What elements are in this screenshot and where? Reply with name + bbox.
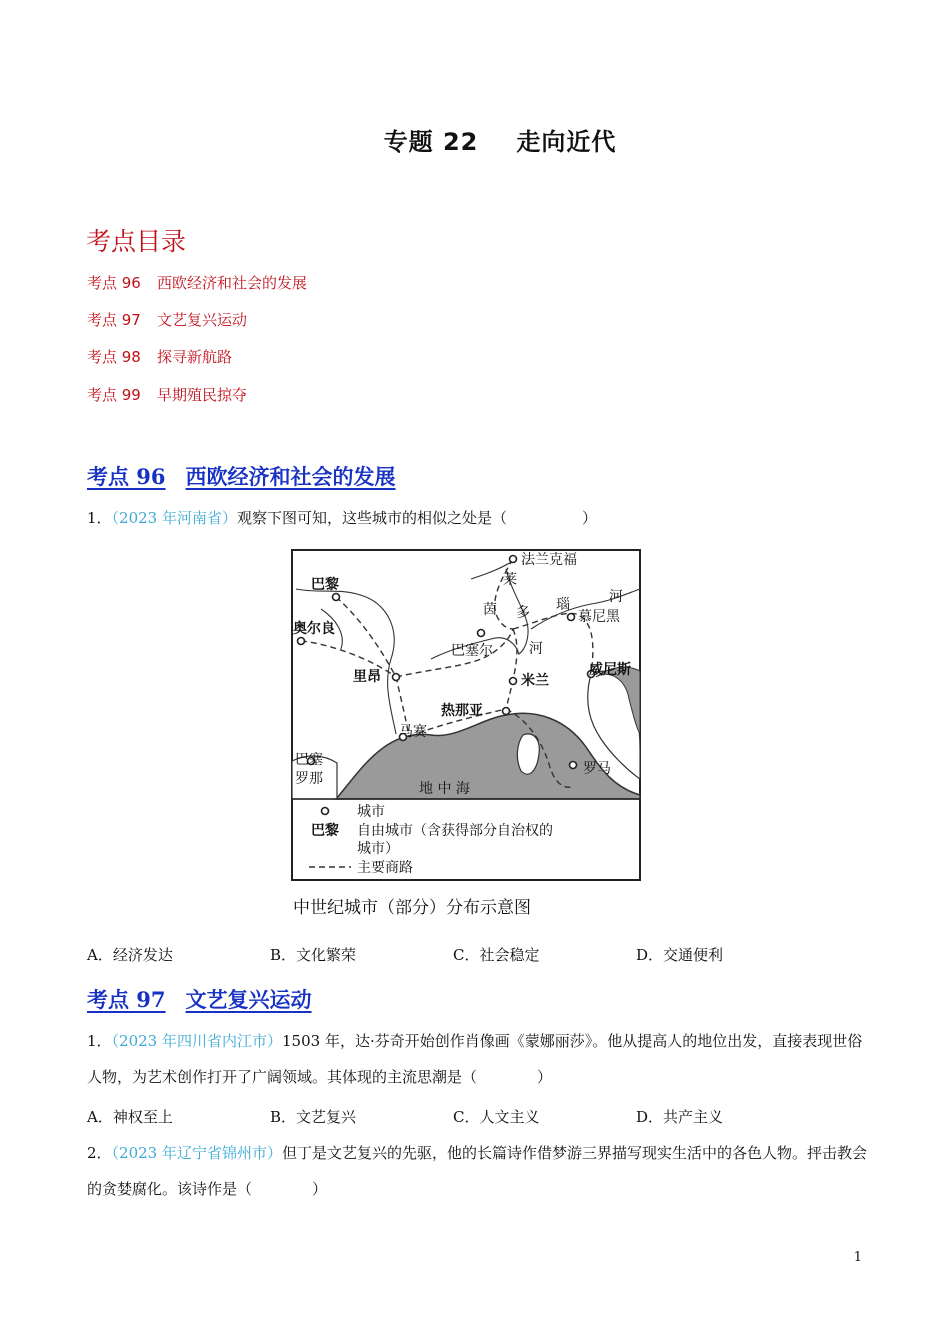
city-label: 马赛	[399, 724, 427, 740]
city-label: 罗马	[583, 761, 611, 777]
city-label: 热那亚	[441, 703, 483, 719]
question-source: （2023 年河南省）	[111, 509, 237, 527]
toc-item[interactable]: 考点 99 早期殖民掠夺	[87, 386, 248, 404]
page-title	[0, 122, 950, 157]
legend-city-label: 城市	[357, 804, 385, 820]
option-a[interactable]: A．经济发达	[87, 946, 173, 964]
option-c[interactable]: C．人文主义	[453, 1108, 540, 1126]
section-heading-96: 考点 96 西欧经济和社会的发展	[87, 464, 396, 489]
river-label: 河	[529, 641, 543, 657]
city-label: 慕尼黑	[578, 609, 620, 625]
toc-item[interactable]: 考点 96 西欧经济和社会的发展	[87, 274, 308, 292]
toc-item[interactable]: 考点 97 文艺复兴运动	[87, 311, 248, 329]
city-label: 罗那	[295, 771, 323, 787]
city-label: 巴塞尔	[451, 643, 493, 659]
river-label: 瑙	[556, 597, 570, 613]
river-label: 莱	[503, 572, 517, 588]
option-b[interactable]: B．文化繁荣	[270, 946, 357, 964]
option-d[interactable]: D．交通便利	[636, 946, 724, 964]
toc-heading: 考点目录	[86, 227, 187, 256]
question-97-2: 2．（2023 年辽宁省锦州市）但丁是文艺复兴的先驱，他的长篇诗作借梦游三界描写现实生活中的各色人物。抨击教会的贪婪腐化。该诗作是（ ）	[87, 1144, 868, 1198]
city-label: 法兰克福	[521, 552, 577, 568]
legend-free-city-sample: 巴黎	[311, 823, 339, 839]
option-b[interactable]: B．文艺复兴	[270, 1108, 357, 1126]
question-97-1: 1．（2023 年四川省内江市）1503 年，达·芬奇开始创作肖像画《蒙娜丽莎》。他从提高人的地位出发，直接表现世俗人物，为艺术创作打开了广阔领域。其体现的主流思潮是（ ）	[87, 1032, 863, 1086]
option-a[interactable]: A．神权至上	[87, 1108, 173, 1126]
city-label: 奥尔良	[293, 621, 335, 637]
river-label: 茵	[483, 602, 497, 618]
question-source: （2023 年四川省内江市）	[111, 1032, 282, 1050]
legend-free-city-label: 自由城市（含获得部分自治权的	[357, 823, 553, 839]
title-topic: 专题 22	[383, 128, 479, 156]
page-number: 1	[853, 1250, 862, 1265]
question-96-1: 1．（2023 年河南省）观察下图可知，这些城市的相似之处是（ ）	[87, 509, 598, 527]
city-label: 巴塞	[295, 752, 323, 768]
toc-item[interactable]: 考点 98 探寻新航路	[87, 348, 233, 366]
river-label: 河	[609, 589, 623, 605]
legend-free-city-label: 城市）	[357, 841, 399, 857]
city-label: 里昂	[353, 669, 381, 685]
option-d[interactable]: D．共产主义	[636, 1108, 724, 1126]
city-label: 米兰	[521, 673, 549, 689]
medieval-cities-map	[291, 549, 643, 921]
legend-city-icon	[322, 808, 329, 815]
sea-label: 地 中 海	[419, 781, 470, 797]
option-c[interactable]: C．社会稳定	[453, 946, 540, 964]
map-caption: 中世纪城市（部分）分布示意图	[293, 898, 531, 918]
city-label: 威尼斯	[589, 662, 631, 678]
section-heading-97: 考点 97 文艺复兴运动	[87, 987, 312, 1012]
question-source: （2023 年辽宁省锦州市）	[111, 1144, 282, 1162]
legend-route-label: 主要商路	[357, 860, 413, 876]
title-name: 走向近代	[516, 128, 617, 156]
city-label: 巴黎	[311, 577, 339, 593]
river-label: 多	[516, 605, 530, 621]
